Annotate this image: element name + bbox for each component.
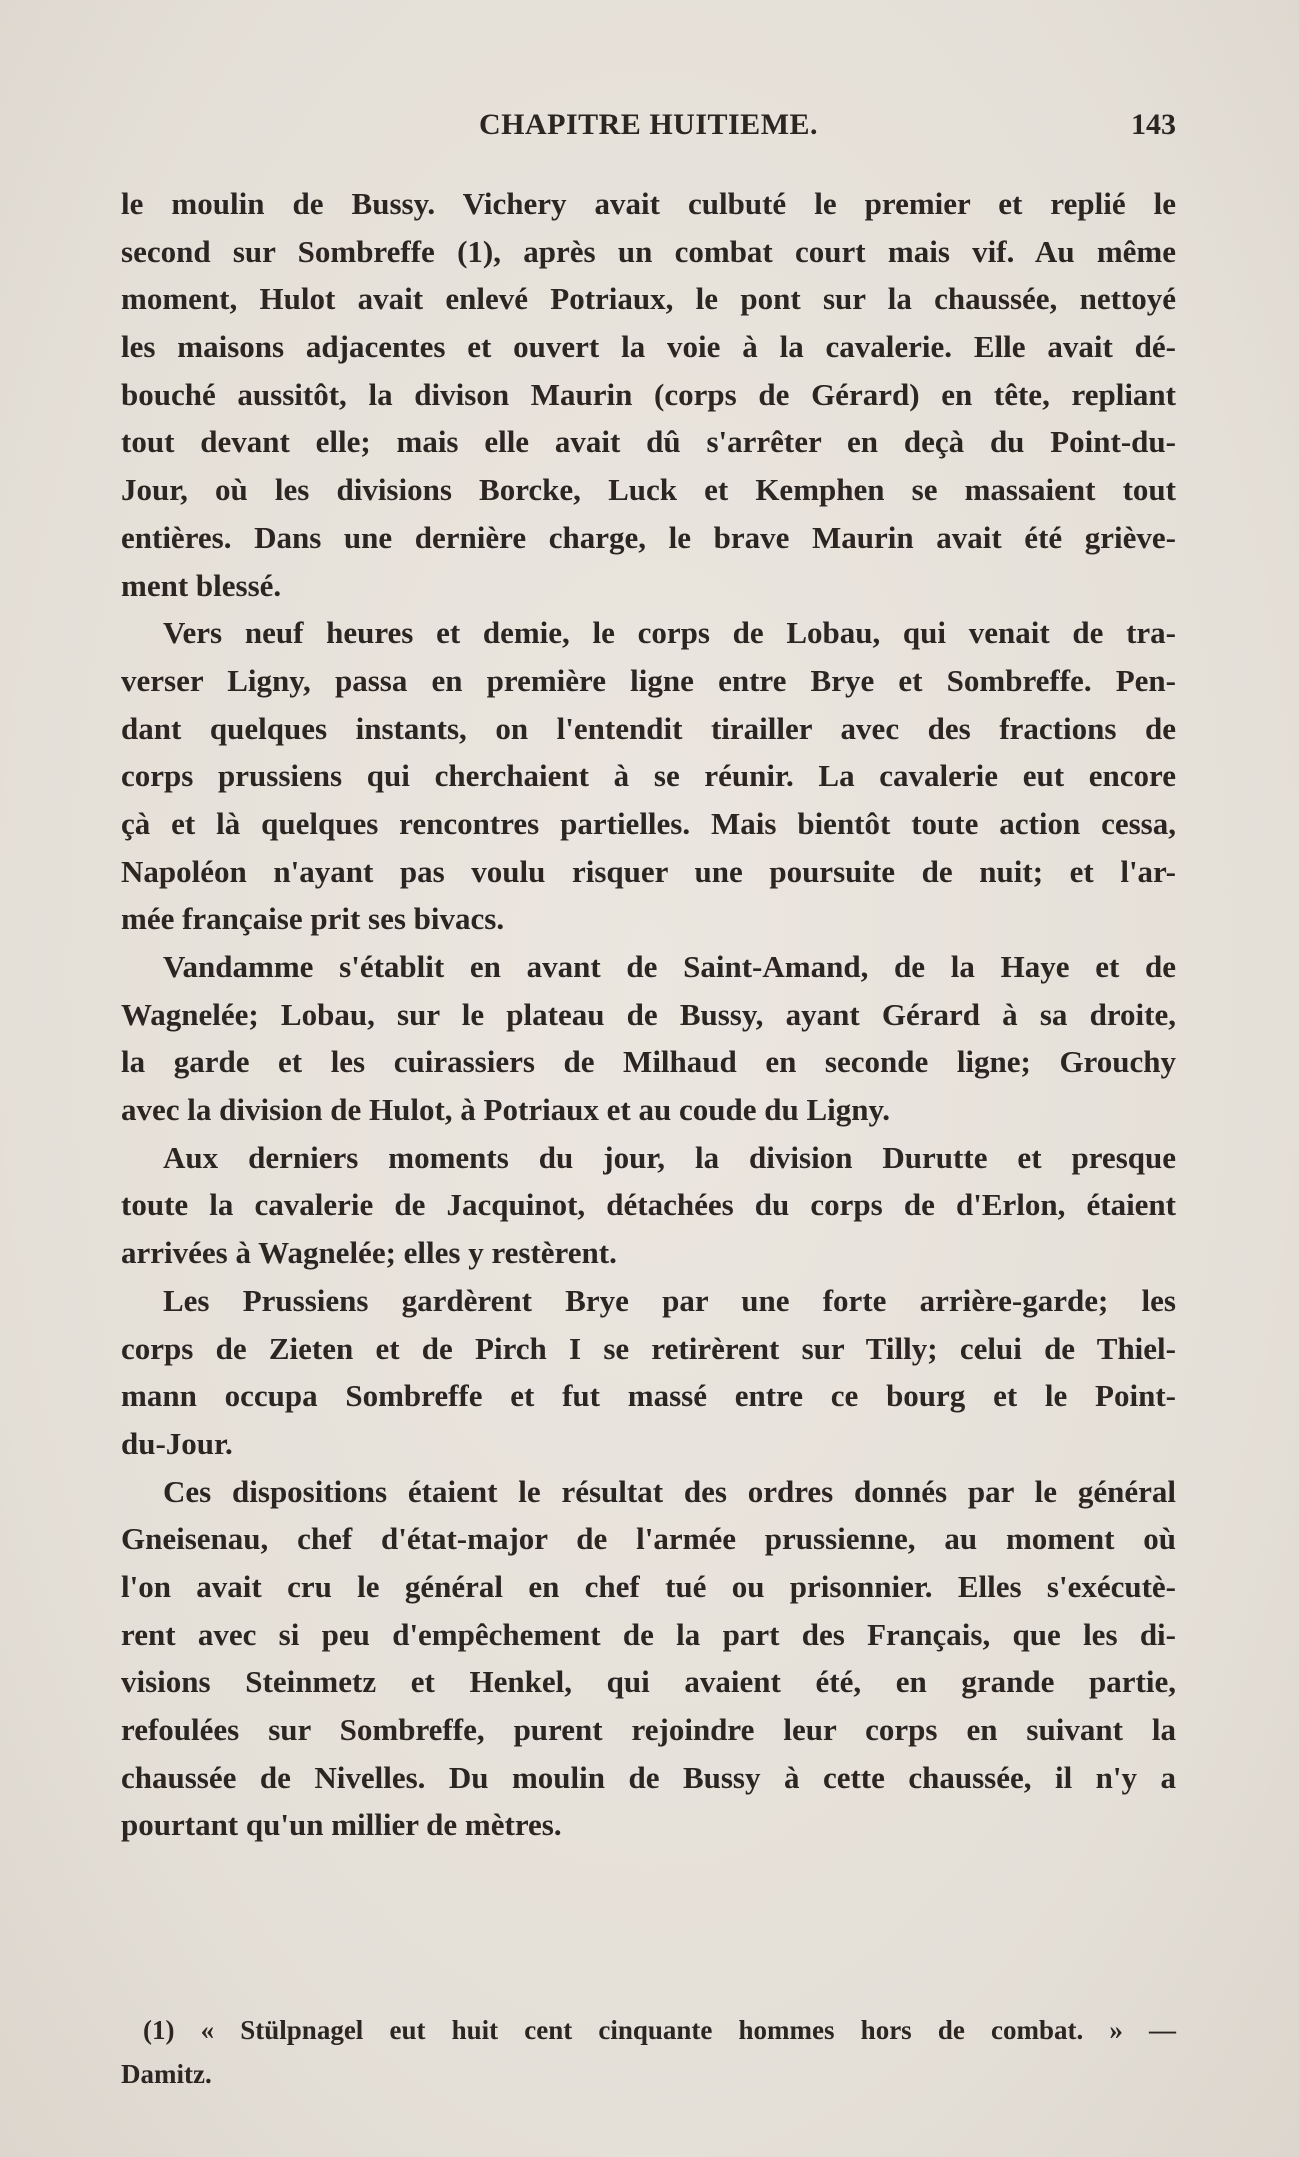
text-line: arrivées à Wagnelée; elles y restèrent. <box>121 1235 617 1271</box>
text-line: Ces dispositions étaient le résultat des ordres donnés par le général <box>163 1473 1176 1509</box>
running-title: CHAPITRE HUITIEME. <box>478 108 819 141</box>
text-line: Napoléon n'ayant pas voulu risquer une poursuite de nuit; et l'ar- <box>121 853 1176 889</box>
text-line: Jour, où les divisions Borcke, Luck et Kemphen se massaient tout <box>121 472 1176 508</box>
text-line: entières. Dans une dernière charge, le brave Maurin avait été griève- <box>121 519 1176 555</box>
text-line: Les Prussiens gardèrent Brye par une forte arrière-garde; les <box>163 1282 1176 1318</box>
text-line: Aux derniers moments du jour, la division Durutte et presque <box>163 1139 1176 1175</box>
text-line: corps de Zieten et de Pirch I se retirèrent sur Tilly; celui de Thiel- <box>121 1330 1176 1366</box>
paragraph <box>121 1277 1176 1468</box>
text-line: toute la cavalerie de Jacquinot, détachées du corps de d'Erlon, étaient <box>121 1187 1176 1223</box>
text-line: çà et là quelques rencontres partielles. Mais bientôt toute action cessa, <box>121 805 1176 841</box>
text-line: mée française prit ses bivacs. <box>121 901 505 937</box>
footnote-line: (1) « Stülpnagel eut huit cent cinquante hommes hors de combat. » — <box>143 2015 1176 2045</box>
text-line: verser Ligny, passa en première ligne entre Brye et Sombreffe. Pen- <box>121 662 1176 698</box>
text-line: dant quelques instants, on l'entendit tirailler avec des fractions de <box>121 710 1176 746</box>
paragraph <box>121 180 1176 609</box>
body-text <box>121 180 1176 1849</box>
text-line: ment blessé. <box>121 567 282 603</box>
text-line: la garde et les cuirassiers de Milhaud en seconde ligne; Grouchy <box>121 1044 1176 1080</box>
text-line: visions Steinmetz et Henkel, qui avaient été, en grande partie, <box>121 1664 1176 1700</box>
text-line: tout devant elle; mais elle avait dû s'arrêter en deçà du Point-du- <box>121 424 1176 460</box>
text-line: rent avec si peu d'empêchement de la part des Français, que les di- <box>121 1616 1176 1652</box>
text-line: les maisons adjacentes et ouvert la voie à la cavalerie. Elle avait dé- <box>121 329 1176 365</box>
paragraph <box>121 609 1176 943</box>
text-line: l'on avait cru le général en chef tué ou prisonnier. Elles s'exécutè- <box>121 1568 1176 1604</box>
text-line: refoulées sur Sombreffe, purent rejoindre leur corps en suivant la <box>121 1712 1176 1747</box>
paragraph <box>121 1468 1176 1850</box>
text-line: moment, Hulot avait enlevé Potriaux, le pont sur la chaussée, nettoyé <box>121 281 1176 317</box>
footnote-line: Damitz. <box>121 2059 212 2089</box>
text-line: pourtant qu'un millier de mètres. <box>121 1807 562 1843</box>
text-line: Vers neuf heures et demie, le corps de Lobau, qui venait de tra- <box>163 615 1176 651</box>
text-line: avec la division de Hulot, à Potriaux et au coude du Ligny. <box>121 1092 891 1128</box>
page-number: 143 <box>1131 108 1176 141</box>
text-line: Wagnelée; Lobau, sur le plateau de Bussy, ayant Gérard à sa droite, <box>121 996 1176 1032</box>
text-line: second sur Sombreffe (1), après un combat court mais vif. Au même <box>121 233 1176 269</box>
text-line: corps prussiens qui cherchaient à se réunir. La cavalerie eut encore <box>121 758 1176 794</box>
text-line: Gneisenau, chef d'état-major de l'armée prussienne, au moment où <box>121 1521 1176 1557</box>
text-line: le moulin de Bussy. Vichery avait culbuté le premier et replié le <box>121 186 1176 221</box>
text-line: bouché aussitôt, la divison Maurin (corps de Gérard) en tête, repliant <box>121 376 1176 412</box>
footnote <box>121 2008 1176 2096</box>
paragraph <box>121 943 1176 1134</box>
page-header <box>121 108 1176 152</box>
text-line: mann occupa Sombreffe et fut massé entre ce bourg et le Point- <box>121 1378 1176 1414</box>
text-line: du-Jour. <box>121 1425 233 1461</box>
paragraph <box>121 1134 1176 1277</box>
text-line: Vandamme s'établit en avant de Saint-Amand, de la Haye et de <box>163 949 1176 984</box>
text-line: chaussée de Nivelles. Du moulin de Bussy à cette chaussée, il n'y a <box>121 1759 1176 1795</box>
